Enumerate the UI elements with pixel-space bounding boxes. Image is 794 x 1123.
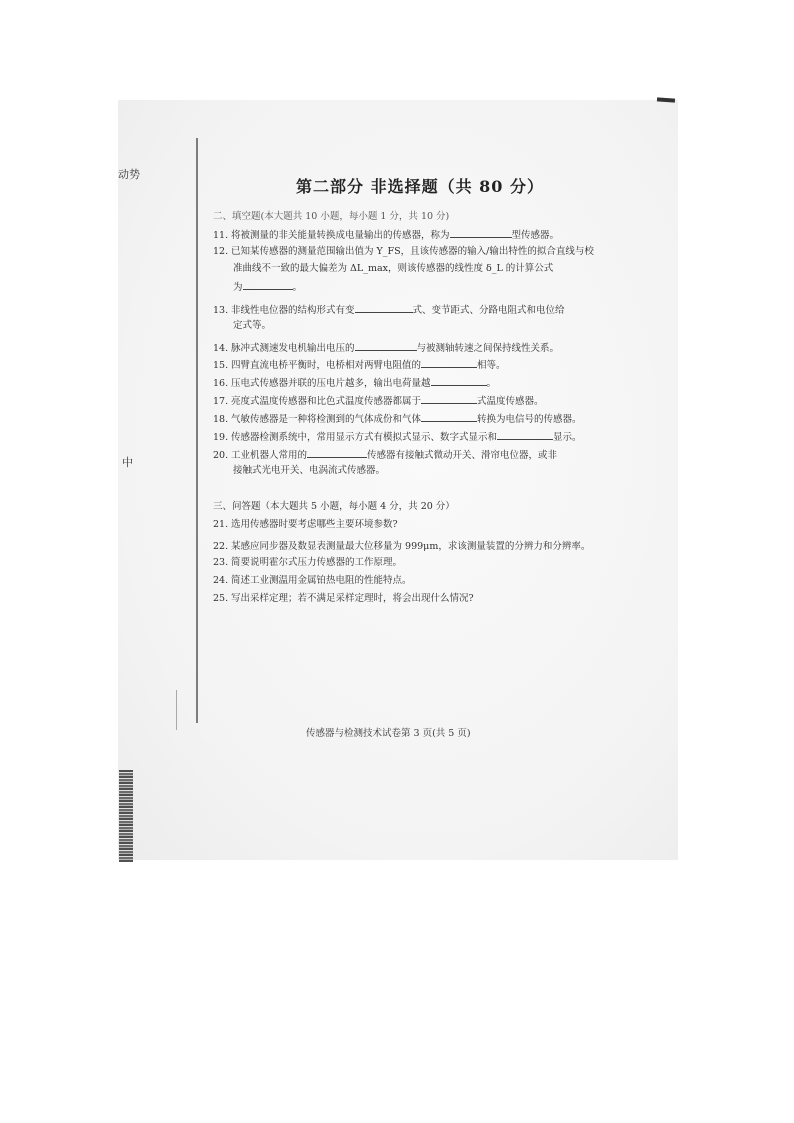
margin-text-middle: 中 — [122, 456, 133, 469]
answer-blank[interactable] — [421, 357, 477, 368]
scan-noise-strip — [119, 770, 133, 862]
qa-section-header: 三、问答题（本大题共 5 小题，每小题 4 分，共 20 分） — [213, 501, 455, 512]
answer-blank[interactable] — [450, 227, 512, 238]
question-24: 24. 简述工业测温用金属铂热电阻的性能特点。 — [213, 575, 412, 586]
question-23: 23. 简要说明霍尔式压力传感器的工作原理。 — [213, 557, 403, 568]
question-14: 14. 脉冲式测速发电机输出电压的 与被测轴转速之间保持线性关系。 — [213, 340, 559, 356]
question-22: 22. 某感应同步器及数显表测量最大位移量为 999μm，求该测量装置的分辨力和分辨率。 — [213, 541, 591, 552]
question-13: 13. 非线性电位器的结构形式有变 式、变节距式、分路电阻式和电位给 — [213, 302, 565, 318]
margin-text-top: 动势 — [118, 168, 140, 181]
question-12-line3: 为 。 — [213, 279, 302, 295]
answer-blank[interactable] — [355, 302, 413, 313]
question-12-line2: 准曲线不一致的最大偏差为 ΔL_max，则该传感器的线性度 δ_L 的计算公式 — [233, 263, 554, 274]
answer-blank[interactable] — [421, 411, 477, 422]
section-title: 第二部分 非选择题（共 80 分） — [296, 177, 544, 196]
binding-line-lower — [176, 690, 177, 730]
question-16: 16. 压电式传感器并联的压电片越多，输出电荷量越 。 — [213, 375, 496, 391]
question-18: 18. 气敏传感器是一种将检测到的气体成份和气体 转换为电信号的传感器。 — [213, 411, 582, 427]
question-20-line2: 接触式光电开关、电涡流式传感器。 — [233, 465, 386, 476]
question-12: 12. 已知某传感器的测量范围输出值为 Y_FS，且该传感器的输入/输出特性的拟合直线与校 — [213, 246, 594, 257]
page-footer: 传感器与检测技术试卷第 3 页(共 5 页) — [306, 728, 471, 739]
question-20: 20. 工业机器人常用的 传感器有接触式微动开关、滑帘电位器，或非 — [213, 447, 557, 463]
question-19: 19. 传感器检测系统中，常用显示方式有模拟式显示、数字式显示和 显示。 — [213, 429, 582, 445]
answer-blank[interactable] — [497, 429, 553, 440]
answer-blank[interactable] — [431, 375, 487, 386]
question-13-line2: 定式等。 — [233, 320, 272, 331]
question-11: 11. 将被测量的非关能量转换成电量输出的传感器，称为 型传感器。 — [213, 227, 559, 243]
answer-blank[interactable] — [243, 279, 293, 290]
question-17: 17. 亮度式温度传感器和比色式温度传感器都属于 式温度传感器。 — [213, 393, 544, 409]
binding-line — [196, 138, 198, 723]
answer-blank[interactable] — [421, 393, 477, 404]
answer-blank[interactable] — [307, 447, 367, 458]
question-21: 21. 选用传感器时要考虑哪些主要环境参数? — [213, 519, 398, 530]
question-25: 25. 写出采样定理；若不满足采样定理时，将会出现什么情况? — [213, 593, 474, 604]
fill-section-header: 二、填空题(本大题共 10 小题，每小题 1 分，共 10 分) — [213, 211, 450, 222]
question-15: 15. 四臂直流电桥平衡时，电桥相对两臂电阻值的 相等。 — [213, 357, 506, 373]
answer-blank[interactable] — [355, 340, 417, 351]
